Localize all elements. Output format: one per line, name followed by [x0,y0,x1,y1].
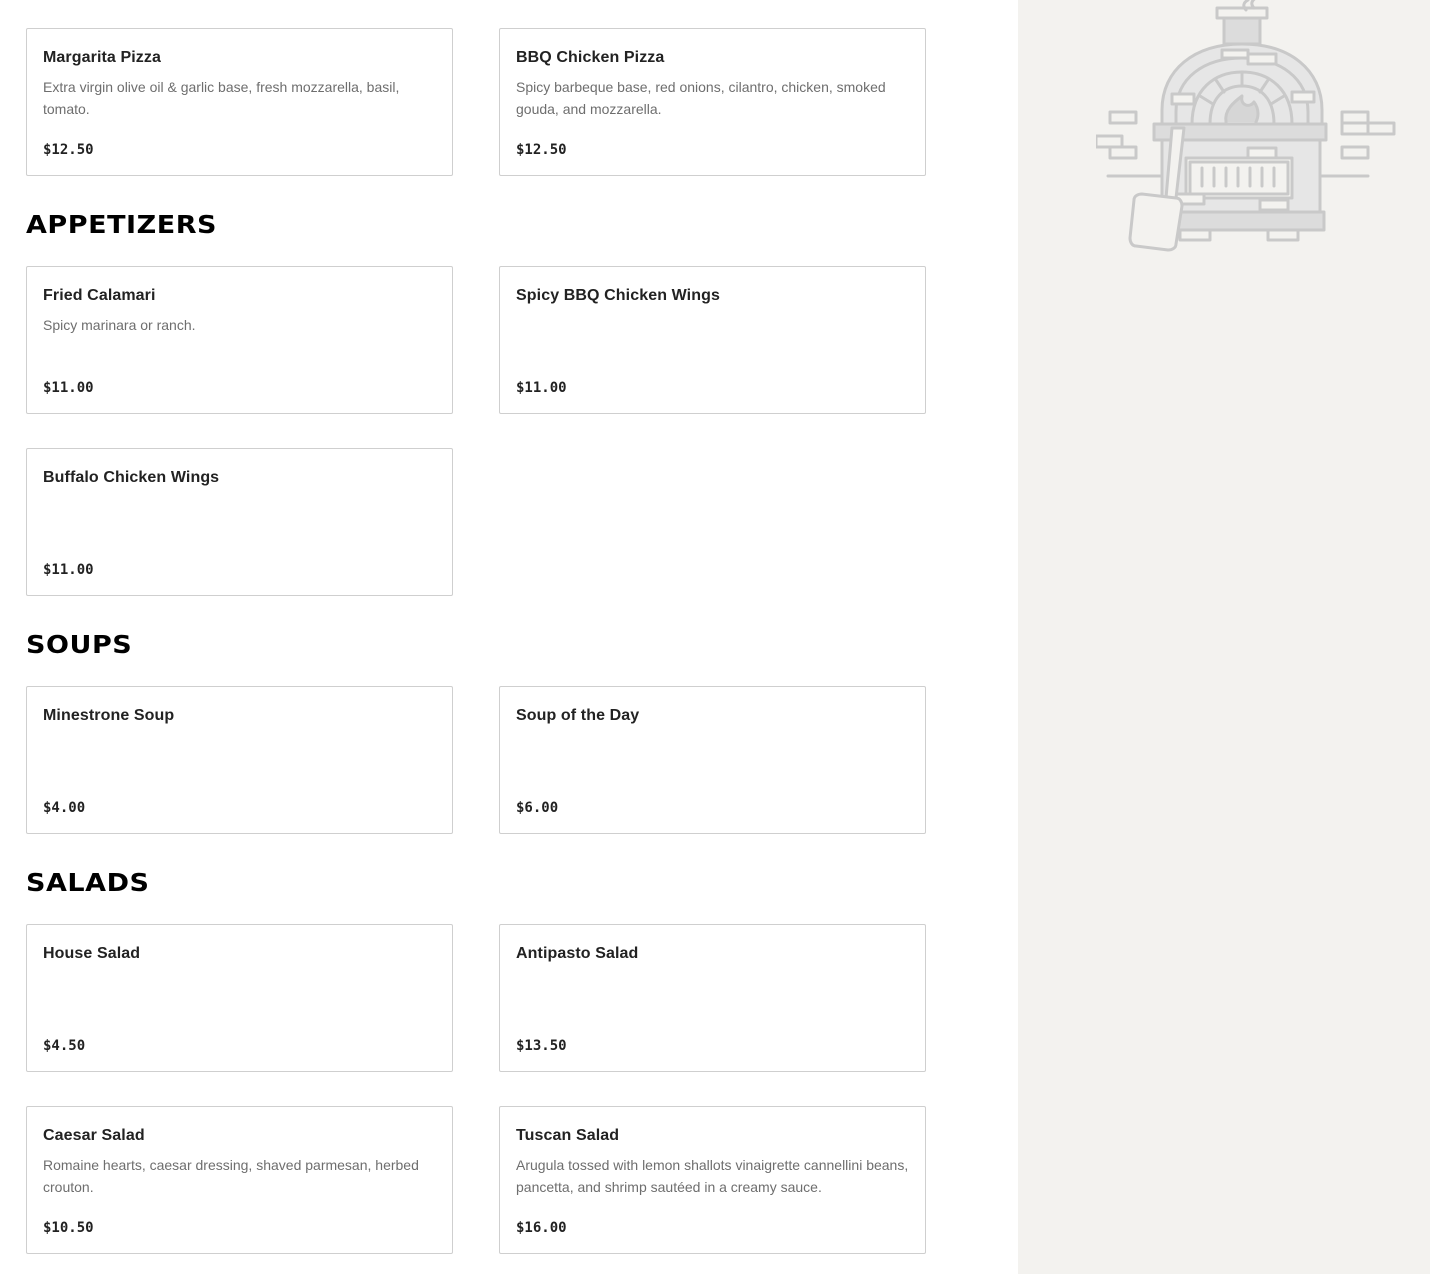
menu-item-card[interactable] [26,266,453,414]
menu-item-price: $11.00 [43,562,94,578]
menu-item-name: House Salad [43,945,141,962]
menu-item-card[interactable] [26,924,453,1072]
menu-item-card[interactable] [26,28,453,176]
section-title-soups: SOUPS [26,630,133,659]
menu-item-name: Soup of the Day [516,707,640,724]
menu-item-card[interactable] [499,924,926,1072]
menu-item-price: $4.00 [43,800,86,816]
menu-item-price: $12.50 [43,142,94,158]
menu-item-description: Spicy marinara or ranch. [43,317,196,333]
menu-item-name: Spicy BBQ Chicken Wings [516,287,720,304]
menu-item-price: $10.50 [43,1220,94,1236]
menu-item-price: $16.00 [516,1220,567,1236]
menu-item-name: Margarita Pizza [43,49,161,66]
menu-item-description: Romaine hearts, caesar dressing, shaved parmesan, herbed crouton. [43,1157,419,1195]
menu-item-description: Arugula tossed with lemon shallots vinaigrette cannellini beans, pancetta, and shrimp sautéed in a creamy sauce. [516,1157,909,1195]
menu-item-card[interactable] [499,266,926,414]
menu-item-price: $13.50 [516,1038,567,1054]
sidebar-panel [1018,0,1430,1274]
menu-item-card[interactable] [26,1106,453,1254]
menu-item-card[interactable] [499,686,926,834]
section-title-appetizers: APPETIZERS [26,210,218,239]
menu-item-card[interactable] [499,28,926,176]
menu-item-price: $4.50 [43,1038,86,1054]
menu-item-price: $11.00 [516,380,567,396]
menu-item-description: Spicy barbeque base, red onions, cilantro, chicken, smoked gouda, and mozzarella. [516,79,886,117]
menu-item-price: $12.50 [516,142,567,158]
menu-item-description: Extra virgin olive oil & garlic base, fresh mozzarella, basil, tomato. [43,79,400,117]
menu-item-name: Buffalo Chicken Wings [43,469,220,486]
menu-content [26,0,928,1274]
menu-item-card[interactable] [26,686,453,834]
menu-item-price: $11.00 [43,380,94,396]
menu-item-name: Caesar Salad [43,1127,145,1144]
menu-item-price: $6.00 [516,800,559,816]
pizza-oven-icon [1096,0,1396,252]
menu-item-name: Tuscan Salad [516,1127,620,1144]
menu-item-name: Minestrone Soup [43,707,175,724]
menu-item-card[interactable] [26,448,453,596]
section-title-salads: SALADS [26,868,150,897]
menu-item-name: BBQ Chicken Pizza [516,49,665,66]
menu-item-name: Fried Calamari [43,287,156,304]
menu-item-name: Antipasto Salad [516,945,639,962]
menu-item-card[interactable] [499,1106,926,1254]
